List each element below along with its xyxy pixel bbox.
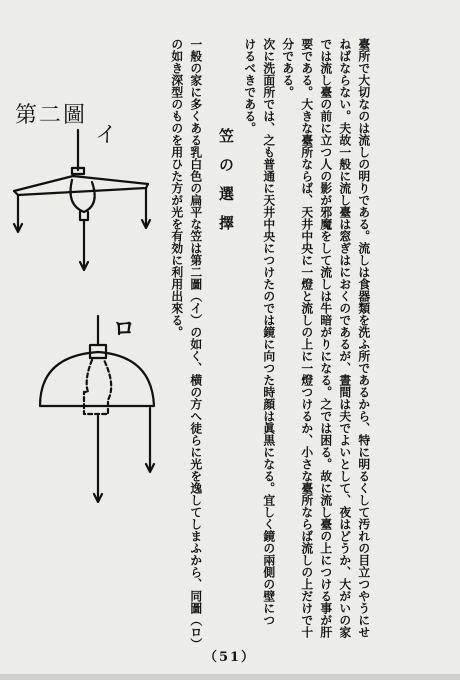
figure-label-i: イ [95,123,118,148]
flat-shade-drawing [14,130,150,270]
text-column-10: の如き深型のものを用ひた方が光を有効に利用出來る。 [169,38,184,338]
text-column-6: 次に洗面所では、之も普通に天井中央につけたのでは鏡に向つた時顔は眞黒になる。宜しく鏡の兩側の壁につ [261,38,276,626]
text-column-2: ねばならない。夫故一般に流し臺は窓ぎはにおくのであるが、晝間は夫でよいとして、夜はどうか、大がいの家 [337,38,352,638]
page-bottom-edge [0,674,460,680]
figure-title: 第二圖 [15,103,88,128]
text-column-9: 一般の家に多くある乳白色の扁平な笠は第二圖（イ）の如く、横の方へ徒らに光を逸してしまふから、同圖（ロ） [188,38,203,650]
figure-label-ro: ロ [113,317,136,342]
text-column-4: 要である。大きな臺所ならば、天井中央に一燈と流しの上に一燈つけるか、小さな臺所ならば流しの上だけで十 [299,38,314,638]
text-column-7: けるべきである。 [242,38,257,134]
section-heading: 笠の選擇 [217,128,235,244]
text-column-1: 臺所で大切なのは流しの明りである。流しは食器類を洗ふ所であるから、特に明るくして汚れの目立つやうにせ [356,38,371,638]
deep-shade-drawing [40,316,154,502]
page-number: （51） [203,650,257,665]
text-column-5: 分である。 [280,38,295,98]
text-column-3: では流し臺の前に立つ人の影が邪魔をして流しは牛暗がりになる。之では困る。故に流し臺の上につける事が肝 [318,38,333,638]
